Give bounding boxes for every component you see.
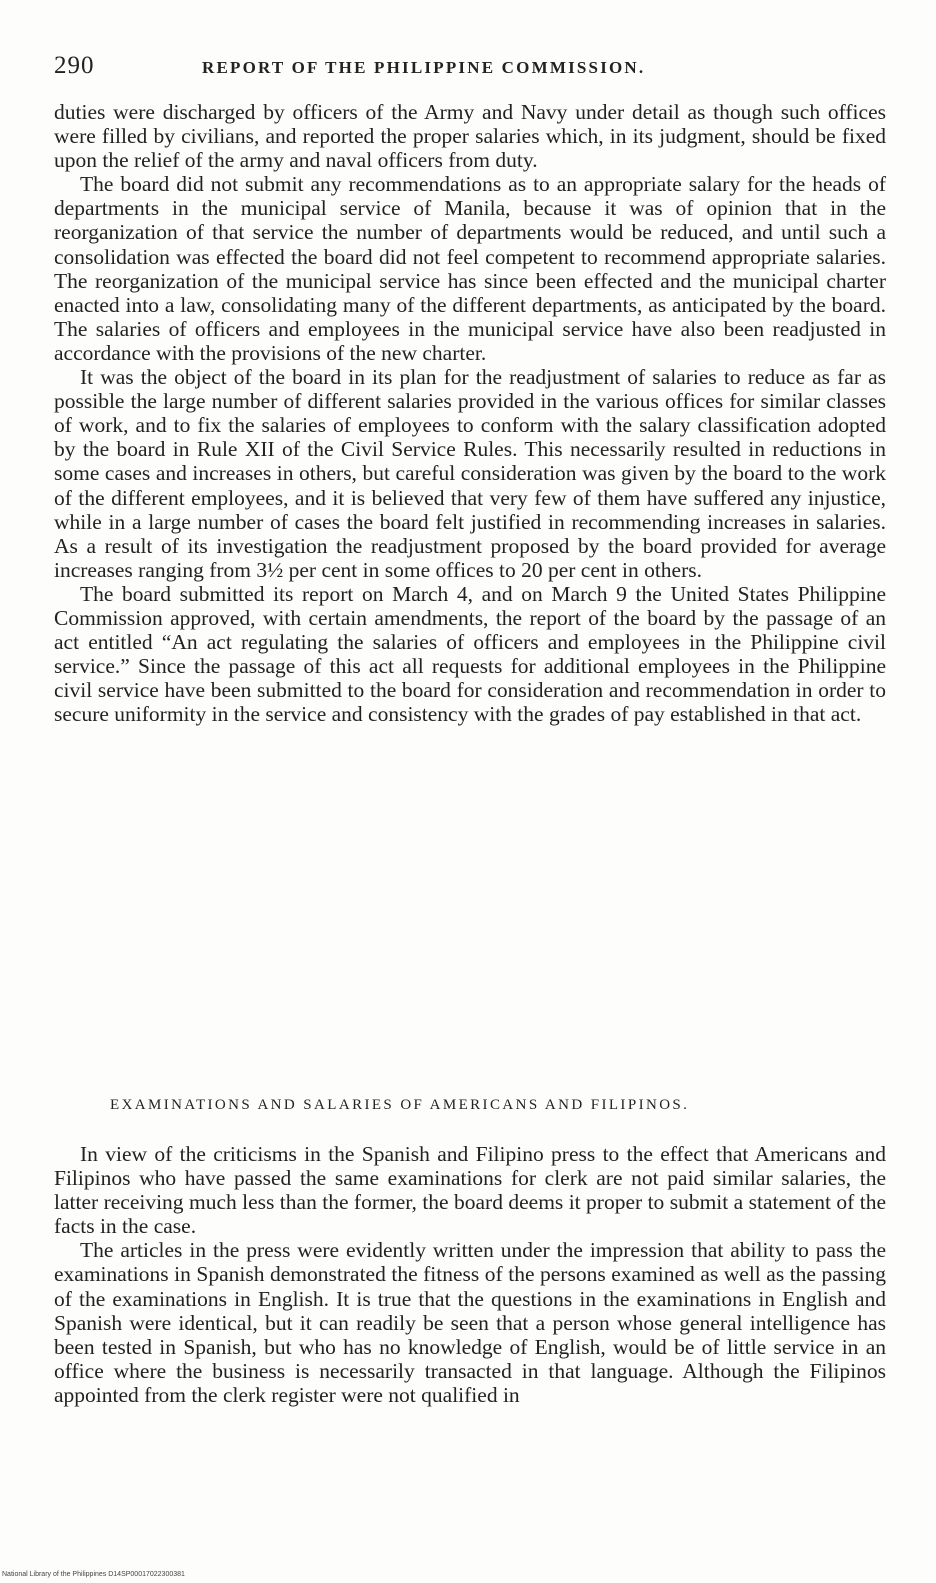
- page-number: 290: [54, 52, 95, 79]
- paragraph-continuation: duties were discharged by officers of the Army and Navy under detail as though such offices were filled by civilians, and reported the proper salaries which, in its judgment, should be fixed upon the relief of the army and naval officers from duty.: [54, 100, 886, 173]
- paragraph-municipal-service: The board did not submit any recommendations as to an appropriate salary for the heads of departments in the municipal service of Manila, because it was of opinion that in the reorganization of that service the number of departments would be reduced, and until such a consolidation was effected the board did not feel competent to recommend appropriate salaries. The reorganization of the municipal service has since been effected and the municipal charter enacted into a law, consolidating many of the different departments, as anticipated by the board. The salaries of officers and employees in the municipal service have also been readjusted in accordance with the provisions of the new charter.: [54, 172, 886, 365]
- library-footer: National Library of the Philippines D14SP00017022300381: [2, 1571, 185, 1578]
- paragraph-board-report: The board submitted its report on March 4, and on March 9 the United States Philippine Commission approved, with certain amendments, the report of the board by the passage of an act entitled “An act regulating the salaries of officers and employees in the Philippine civil service.” Since the passage of this act all requests for additional employees in the Philippine civil service have been submitted to the board for consideration and recommendation in order to secure uniformity in the service and consistency with the grades of pay established in that act.: [54, 581, 886, 727]
- paragraph-press-articles: The articles in the press were evidently written under the impression that ability to pass the examinations in Spanish demonstrated the fitness of the persons examined as well as the passing of the examinations in English. It is true that the questions in the examinations in English and Spanish were identical, but it can readily be seen that a person whose general intelligence has been tested in Spanish, but who has no knowledge of English, would be of little service in an office where the business is necessarily transacted in that language. Although the Filipinos appointed from the clerk register were not qualified in: [54, 1238, 886, 1407]
- body-text: [54, 100, 886, 726]
- paragraph-criticisms: In view of the criticisms in the Spanish and Filipino press to the effect that Americans and Filipinos who have passed the same examinations for clerk are not paid similar salaries, the latter receiving much less than the former, the board deems it proper to submit a statement of the facts in the case.: [54, 1142, 886, 1239]
- section-heading: EXAMINATIONS AND SALARIES OF AMERICANS AND FILIPINOS.: [110, 1097, 690, 1113]
- section-body-text: [54, 1142, 886, 1407]
- running-title: REPORT OF THE PHILIPPINE COMMISSION.: [202, 58, 646, 77]
- paragraph-readjustment-of-salaries: It was the object of the board in its plan for the readjustment of salaries to reduce as far as possible the large number of different salaries provided in the various offices for similar classes of work, and to fix the salaries of employees to conform with the salary classification adopted by the board in Rule XII of the Civil Service Rules. This necessarily resulted in reductions in some cases and increases in others, but careful consideration was given by the board to the work of the different employees, and it is believed that very few of them have suffered any injustice, while in a large number of cases the board felt justified in recommending increases in salaries. As a result of its investigation the readjustment proposed by the board provided for average increases ranging from 3½ per cent in some offices to 20 per cent in others.: [54, 365, 886, 582]
- page-header: [54, 52, 894, 82]
